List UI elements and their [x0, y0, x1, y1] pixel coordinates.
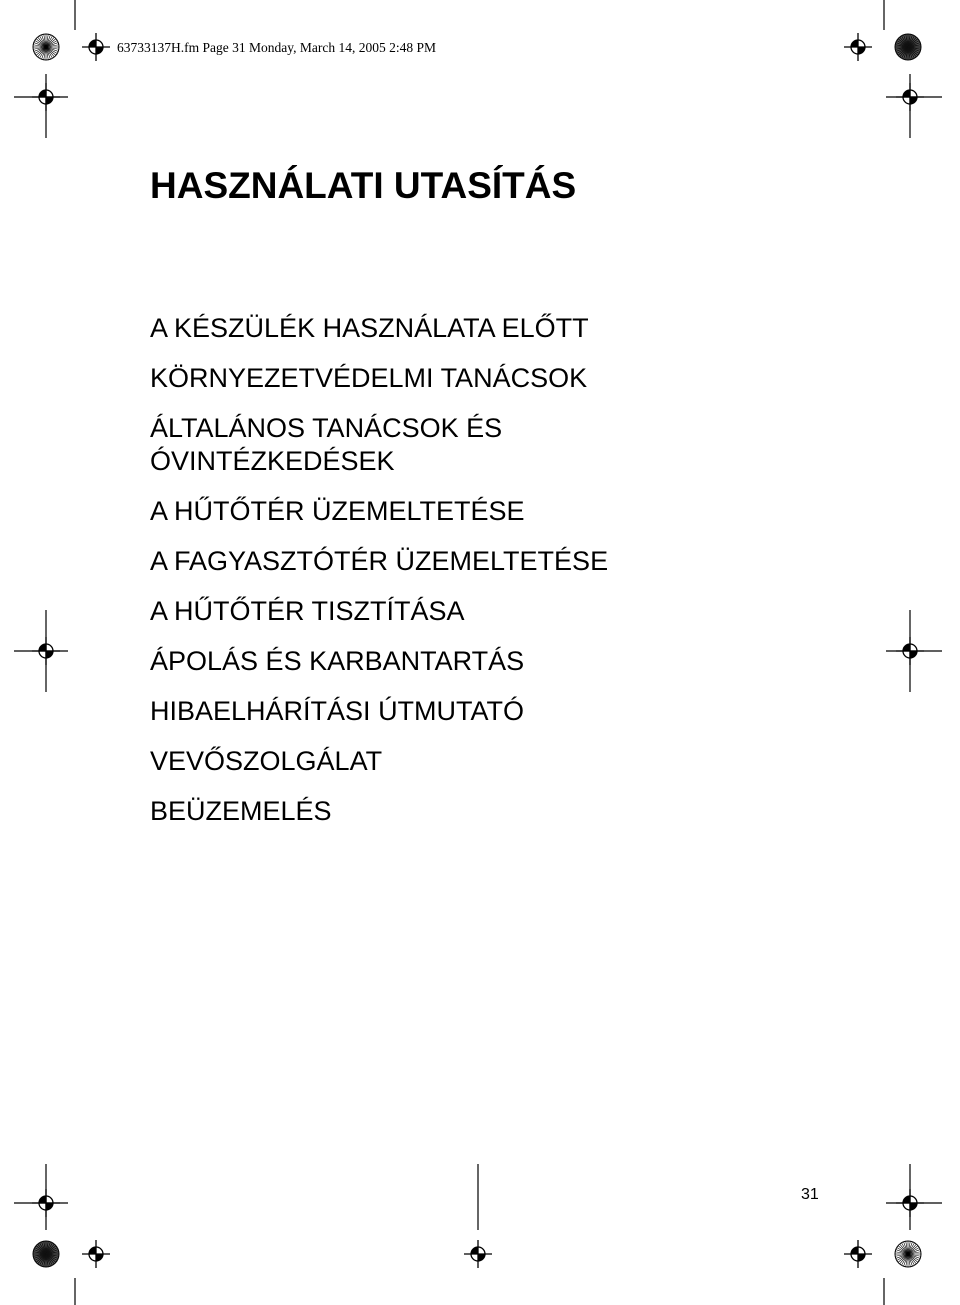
toc-item: A HŰTŐTÉR TISZTÍTÁSA [150, 596, 465, 626]
frame-file-info: 63733137H.fm Page 31 Monday, March 14, 2005 2:48 PM [117, 40, 436, 55]
toc-item: HIBAELHÁRÍTÁSI ÚTMUTATÓ [150, 696, 525, 726]
registration-target-icon [896, 83, 924, 111]
toc-item: ÁLTALÁNOS TANÁCSOK ÉS ÓVINTÉZKEDÉSEK [150, 413, 503, 476]
registration-target-icon [82, 33, 110, 61]
registration-target-icon [844, 1240, 872, 1268]
registration-target-icon [32, 637, 60, 665]
toc-item: BEÜZEMELÉS [150, 796, 332, 826]
table-of-contents [150, 312, 608, 845]
registration-target-icon [32, 1189, 60, 1217]
toc-item: VEVŐSZOLGÁLAT [150, 746, 383, 776]
registration-target-icon [844, 33, 872, 61]
registration-target-icon [896, 637, 924, 665]
page-title: HASZNÁLATI UTASÍTÁS [150, 165, 577, 206]
color-bar-starburst-icon [895, 34, 921, 60]
color-bar-starburst-icon [33, 34, 59, 60]
registration-target-icon [32, 83, 60, 111]
registration-target-icon [896, 1189, 924, 1217]
toc-item: KÖRNYEZETVÉDELMI TANÁCSOK [150, 363, 588, 393]
page-number: 31 [801, 1186, 819, 1203]
color-bar-starburst-icon [895, 1241, 921, 1267]
toc-item: A FAGYASZTÓTÉR ÜZEMELTETÉSE [150, 546, 609, 576]
toc-item: A KÉSZÜLÉK HASZNÁLATA ELŐTT [150, 313, 589, 343]
registration-target-icon [464, 1240, 492, 1268]
toc-item: ÁPOLÁS ÉS KARBANTARTÁS [150, 646, 525, 676]
color-bar-starburst-icon [33, 1241, 59, 1267]
registration-target-icon [82, 1240, 110, 1268]
toc-item: A HŰTŐTÉR ÜZEMELTETÉSE [150, 496, 525, 526]
